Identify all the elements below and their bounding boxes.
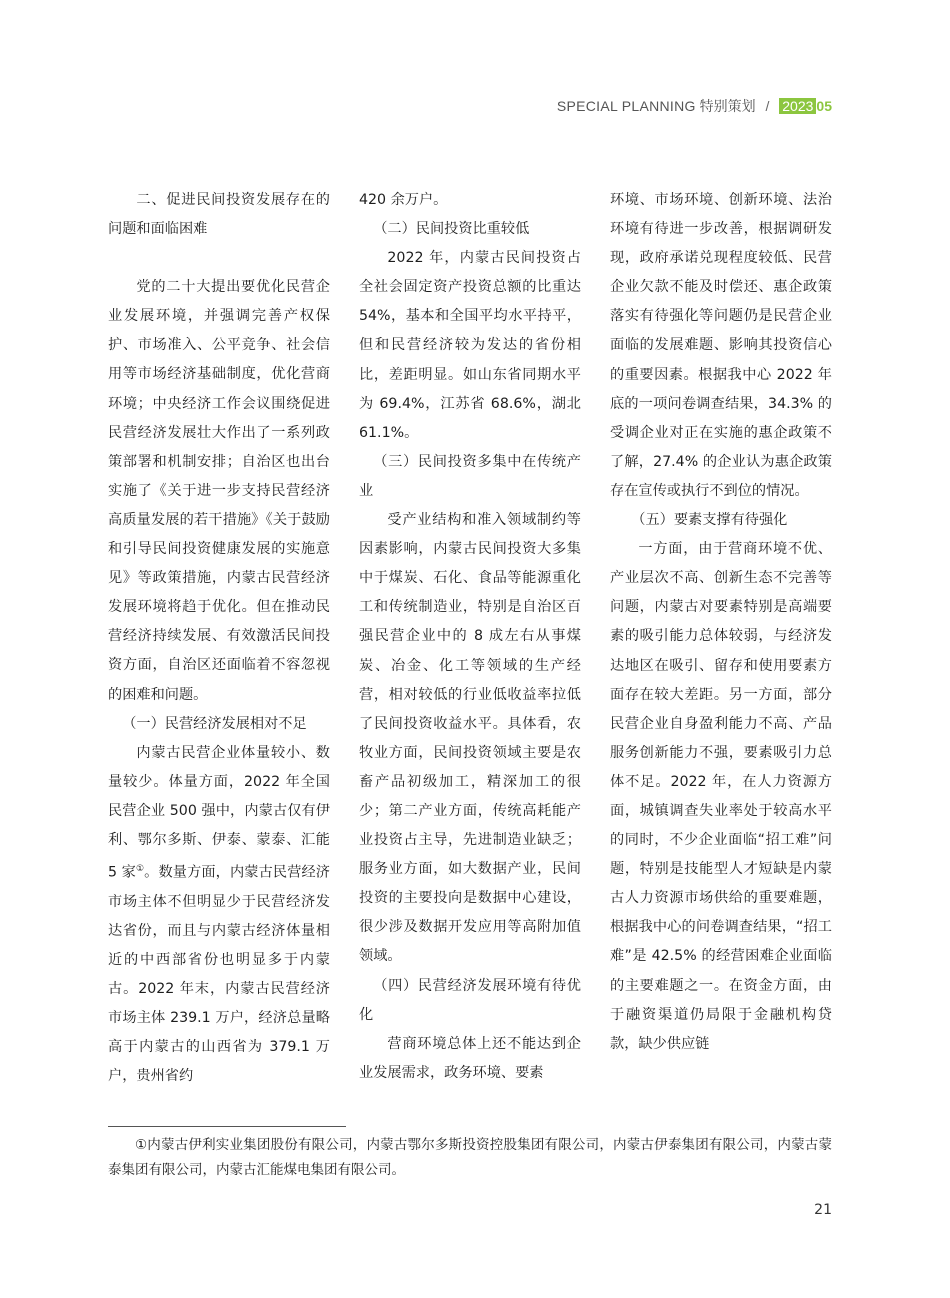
footnote-divider <box>108 1126 346 1127</box>
paragraph: 一方面，由于营商环境不优、产业层次不高、创新生态不完善等问题，内蒙古对要素特别是高端要素的吸引能力总体较弱，与经济发达地区在吸引、留存和使用要素方面存在较大差距。另一方面，部分民营企业自身盈利能力不高、产品服务创新能力不强，要素吸引力总体不足。2022 年，在人力资源方面，城镇调查失业率处于较高水平的同时，不少企业面临“招工难”问题，特别是技能型人才短缺是内蒙古人力资源市场供给的重要难题，根据我中心的问卷调查结果，“招工难”是 42.5% 的经营困难企业面临的主要难题之一。在资金方面，由于融资渠道仍局限于金融机构贷款，缺少供应链 <box>610 541 832 1052</box>
paragraph <box>108 739 330 1092</box>
paragraph-text: 内蒙古民营企业体量较小、数量较少。体量方面，2022 年全国民营企业 500 强中，内蒙古仅有伊利、鄂尔多斯、伊泰、蒙泰、汇能 5 家 <box>108 744 330 881</box>
paragraph: 营商环境总体上还不能达到企业发展需求，政务环境、要素 <box>359 1035 581 1081</box>
section-heading: 二、促进民间投资发展存在的问题和面临困难 <box>108 192 330 238</box>
header-separator: / <box>765 98 770 114</box>
column-left <box>108 186 330 1092</box>
paragraph: 420 余万户。 <box>359 192 448 208</box>
page-number: 21 <box>814 1202 832 1218</box>
subsection-heading: （一）民营经济发展相对不足 <box>122 715 307 732</box>
header-english-title: SPECIAL PLANNING <box>556 98 696 114</box>
spacer <box>108 244 330 273</box>
header-year: 2023 <box>779 98 816 114</box>
subsection-heading: （二）民间投资比重较低 <box>373 221 530 238</box>
paragraph: 受产业结构和准入领域制约等因素影响，内蒙古民间投资大多集中于煤炭、石化、食品等能源重化工和传统制造业，特别是自治区百强民营企业中的 8 成左右从事煤炭、冶金、化工等领域的生产经营，相对较低的行业低收益率拉低了民间投资收益水平。具体看，农牧业方面，民间投资领域主要是农畜产品初级加工，精深加工的很少；第二产业方面，传统高耗能产业投资占主导，先进制造业缺乏；服务业方面，如大数据产业，民间投资的主要投向是数据中心建设，很少涉及数据开发应用等高附加值领域。 <box>359 512 581 965</box>
footnote: ①内蒙古伊利实业集团股份有限公司，内蒙古鄂尔多斯投资控股集团有限公司，内蒙古伊泰集团有限公司，内蒙古蒙泰集团有限公司，内蒙古汇能煤电集团有限公司。 <box>108 1137 832 1178</box>
header-issue: 05 <box>816 98 832 114</box>
subsection-heading: （四）民营经济发展环境有待优化 <box>359 977 581 1023</box>
subsection-heading: （三）民间投资多集中在传统产业 <box>359 453 581 499</box>
header-chinese-title: 特别策划 <box>699 98 756 114</box>
running-header <box>557 96 832 116</box>
paragraph: 2022 年，内蒙古民间投资占全社会固定资产投资总额的比重达 54%，基本和全国平均水平持平，但和民营经济较为发达的省份相比，差距明显。如山东省同期水平为 69.4%，江苏省 68.6%，湖北 61.1%。 <box>359 250 581 441</box>
paragraph: 环境、市场环境、创新环境、法治环境有待进一步改善，根据调研发现，政府承诺兑现程度较低、民营企业欠款不能及时偿还、惠企政策落实有待强化等问题仍是民营企业面临的发展难题、影响其投资信心的重要因素。根据我中心 2022 年底的一项问卷调查结果，34.3% 的受调企业对正在实施的惠企政策不了解，27.4% 的企业认为惠企政策存在宣传或执行不到位的情况。 <box>610 192 832 499</box>
paragraph-text: 。数量方面，内蒙古民营经济市场主体不但明显少于民营经济发达省份，而且与内蒙古经济体量相近的中西部省份也明显多于内蒙古。2022 年末，内蒙古民营经济市场主体 239.1 万户，经济总量略高于内蒙古的山西省为 379.1 万户，贵州省约 <box>108 864 330 1085</box>
column-right <box>610 186 832 1059</box>
column-middle <box>359 186 581 1088</box>
footnote-marker: ① <box>135 864 145 875</box>
subsection-heading: （五）要素支撑有待强化 <box>631 512 788 529</box>
paragraph: 党的二十大提出要优化民营企业发展环境，并强调完善产权保护、市场准入、公平竞争、社会信用等市场经济基础制度，优化营商环境；中央经济工作会议围绕促进民营经济发展壮大作出了一系列政策部署和机制安排；自治区也出台实施了《关于进一步支持民营经济高质量发展的若干措施》《关于鼓励和引导民间投资健康发展的实施意见》等政策措施，内蒙古民营经济发展环境将趋于优化。但在推动民营经济持续发展、有效激活民间投资方面，自治区还面临着不容忽视的困难和问题。 <box>108 279 330 703</box>
